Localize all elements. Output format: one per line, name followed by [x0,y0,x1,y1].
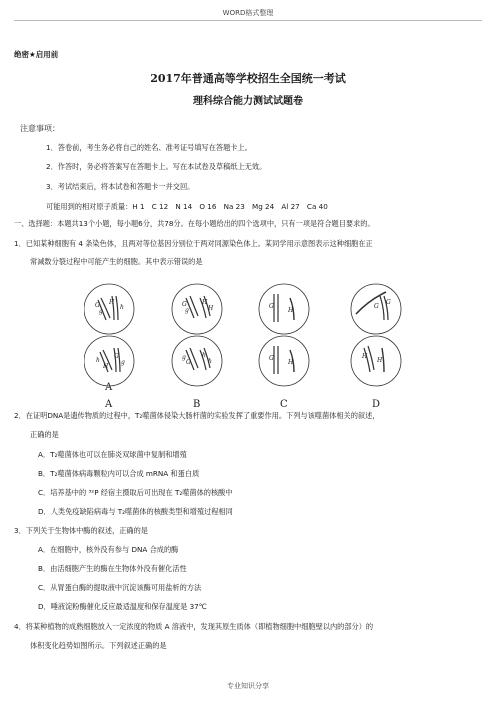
gene-label: G [269,303,274,310]
gene-label: G [182,301,187,308]
question-3-option-c: C．从胃蛋白酶的提取液中沉淀该酶可用盐析的方法 [38,583,202,592]
question-2-option-d: D．人类免疫缺陷病毒与 T₂噬菌体的核酸类型和增殖过程相同 [38,507,233,516]
gene-label: G [269,355,274,362]
cell-a-upper-circle [84,284,134,334]
question-3-option-b: B．由活细胞产生的酶在生物体外没有催化活性 [38,564,187,573]
exam-subtitle: 理科综合能力测试试题卷 [193,96,303,107]
question-2-option-c: C．培养基中的 ³²P 经宿主摄取后可出现在 T₂噬菌体的核酸中 [38,488,233,497]
question-1-line-1: 1．已知某种细胞有 4 条染色体，且两对等位基因分别位于两对同源染色体上。某同学用示意图表示这种细胞在正 [14,239,373,248]
cell-c-lower-circle [259,336,309,386]
gene-label: G [386,299,391,306]
question-3-option-d: D．唾液淀粉酶催化反应最适温度和保存温度是 37℃ [38,602,207,611]
cell-d-diagram [351,284,401,386]
notice-item-3: 3．考试结束后，将本试卷和答题卡一并交回。 [46,182,195,191]
gene-label: H [362,353,368,360]
gene-label: h [96,357,100,364]
gene-label: g [182,354,186,361]
gene-label: H [208,305,214,312]
gene-label: g [185,307,189,314]
question-3-option-a: A．在细胞中，核外没有参与 DNA 合成的酶 [38,545,179,554]
gene-label: g [99,308,103,315]
figure-label-a: A [105,382,113,392]
exam-title: 2017年普通高等学校招生全国统一考试 [150,72,346,85]
gene-label: H [202,299,208,306]
gene-label: H [288,307,294,314]
gene-label: h [202,352,206,359]
figure-caption-d: D [372,399,381,410]
question-2-line-1: 2．在证明DNA是遗传物质的过程中，T₂噬菌体侵染大肠杆菌的实验发挥了重要作用。下列与该噬菌体相关的叙述， [14,411,380,420]
page-header: WORD格式整理 [222,9,274,17]
gene-label: H [288,359,294,366]
question-4-line-1: 4．将某种植物的成熟细胞放入一定浓度的物质 A 溶液中，发现其原生质体（即植物细胞中细胞壁以内的部分）的 [14,622,374,631]
section-heading: 一、选择题：本题共13个小题，每小题6分，共78分。在每小题给出的四个选项中，只有一项是符合题目要求的。 [14,219,375,228]
cell-a-lower-circle [84,336,134,386]
gene-label: H [377,357,383,364]
question-2-option-b: B．T₂噬菌体病毒颗粒内可以合成 mRNA 和蛋白质 [38,469,200,478]
question-3-stem: 3．下列关于生物体中酶的叙述，正确的是 [14,526,148,535]
secret-label: 绝密★启用前 [14,50,59,59]
question-2-line-2: 正确的是 [30,430,59,439]
question-2-option-a: A．T₂噬菌体也可以在肺炎双球菌中复制和增殖 [38,450,187,459]
question-1-line-2: 常减数分裂过程中可能产生的细胞。其中表示错误的是 [30,257,203,266]
cell-c-upper-circle [259,284,309,334]
figure-caption-b: B [193,399,201,410]
notice-item-1: 1．答卷前，考生务必将自己的姓名、准考证号填写在答题卡上。 [46,143,252,152]
gene-label: H [103,363,109,370]
cell-diagram-figure [84,282,424,392]
gene-label: G [374,303,379,310]
gene-label: h [120,304,124,311]
gene-label: g [121,359,125,366]
cell-b-upper-circle [172,284,222,334]
figure-caption-a: A [105,399,113,410]
question-4-line-2: 体积变化趋势如图所示。下列叙述正确的是 [30,641,167,650]
gene-label: G [186,359,191,366]
header-divider [14,20,482,21]
gene-label: G [114,353,119,360]
gene-label: G [95,302,100,309]
cell-b-lower-circle [172,336,222,386]
atomic-mass-line: 可能用到的相对原子质量：H 1 C 12 N 14 O 16 Na 23 Mg 24 Al 27 Ca 40 [46,202,328,211]
notice-item-2: 2．作答时，务必将答案写在答题卡上。写在本试卷及草稿纸上无效。 [46,162,267,171]
gene-label: h [208,358,212,365]
page-footer: 专业知识分享 [227,682,269,690]
notice-heading: 注意事项： [20,124,60,133]
figure-caption-c: C [280,399,288,410]
cell-d-lower-circle [351,336,401,386]
cell-c-diagram [259,284,309,386]
cell-b-diagram [172,284,222,386]
gene-label: H [109,299,115,306]
